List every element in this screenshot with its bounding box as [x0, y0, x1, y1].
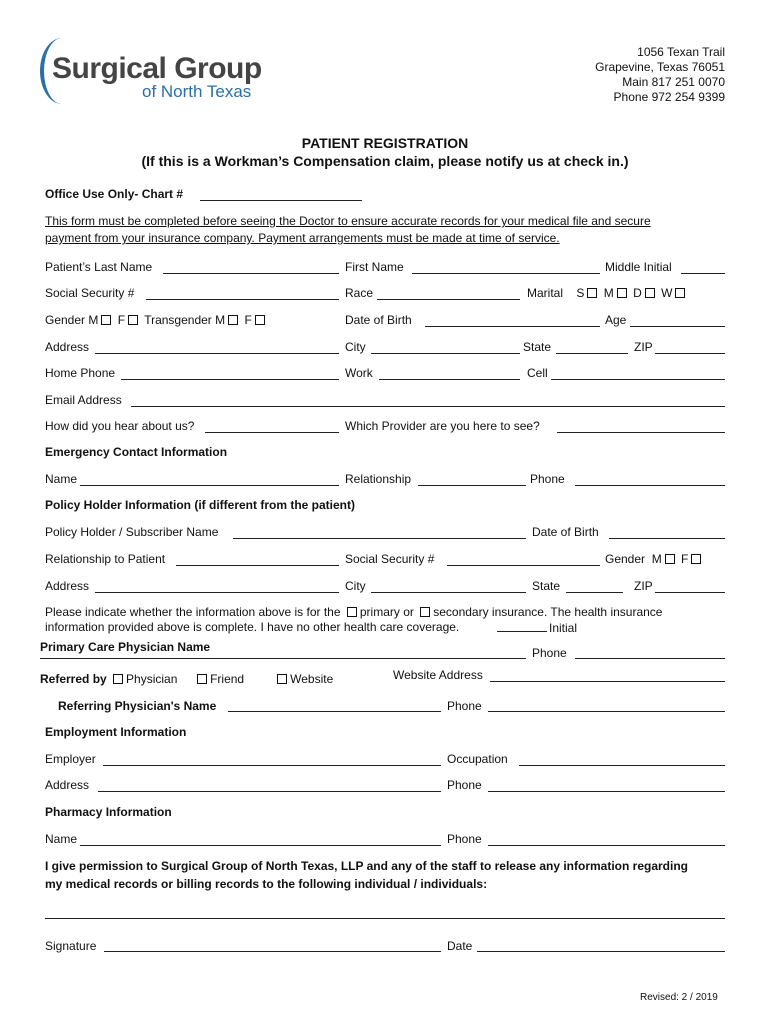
middle-initial-label: Middle Initial — [605, 260, 672, 274]
policy-gender-label: Gender — [605, 552, 646, 566]
home-phone-label: Home Phone — [45, 366, 116, 380]
emergency-name-field[interactable] — [80, 485, 339, 486]
referring-physician-field[interactable] — [228, 711, 441, 712]
policy-state-label: State — [532, 579, 561, 593]
logo-main-text: Surgical Group — [52, 52, 262, 85]
address-line: Grapevine, Texas 76051 — [595, 60, 725, 74]
race-field[interactable] — [377, 299, 520, 300]
occupation-label: Occupation — [447, 752, 508, 766]
referring-phone-label: Phone — [447, 699, 482, 713]
emergency-name-label: Name — [45, 472, 78, 486]
policy-ssn-field[interactable] — [447, 565, 600, 566]
pcp-phone-label: Phone — [532, 646, 567, 660]
gender-f-checkbox[interactable] — [128, 315, 138, 325]
marital-d-label: D — [633, 286, 642, 300]
policy-gender-f-label: F — [681, 552, 689, 566]
ssn-label: Social Security # — [45, 286, 135, 300]
policy-address-field[interactable] — [95, 592, 339, 593]
logo-sub-text: of North Texas — [142, 82, 252, 101]
indicate-line-2: information provided above is complete. I have no other health care coverage. — [45, 620, 460, 634]
website-checkbox[interactable] — [277, 674, 287, 684]
permission-line-2: my medical records or billing records to the following individual / individuals: — [45, 877, 488, 891]
pcp-label: Primary Care Physician Name — [40, 640, 211, 654]
policy-gender-f-checkbox[interactable] — [691, 554, 701, 564]
home-phone-field[interactable] — [121, 379, 339, 380]
policy-gender-row — [605, 552, 704, 566]
state-field[interactable] — [556, 353, 628, 354]
pharmacy-name-field[interactable] — [80, 845, 441, 846]
employer-label: Employer — [45, 752, 96, 766]
occupation-field[interactable] — [519, 765, 725, 766]
permission-line-1: I give permission to Surgical Group of North Texas, LLP and any of the staff to release any information regarding — [45, 859, 689, 873]
policy-address-label: Address — [45, 579, 90, 593]
age-label: Age — [605, 313, 627, 327]
policy-city-label: City — [345, 579, 366, 593]
gender-m-label: M — [88, 313, 99, 327]
age-field[interactable] — [630, 326, 725, 327]
zip-label: ZIP — [634, 340, 653, 354]
signature-label: Signature — [45, 939, 97, 953]
policy-holder-name-field[interactable] — [233, 538, 526, 539]
pcp-phone-field[interactable] — [575, 658, 725, 659]
referred-by-label: Referred by — [40, 672, 107, 686]
policy-relationship-label: Relationship to Patient — [45, 552, 166, 566]
dob-field[interactable] — [425, 326, 600, 327]
policy-gender-m-label: M — [651, 552, 662, 566]
primary-checkbox[interactable] — [347, 607, 357, 617]
pcp-field[interactable] — [40, 658, 526, 659]
referring-physician-label: Referring Physician's Name — [58, 699, 217, 713]
marital-m-checkbox[interactable] — [617, 288, 627, 298]
ssn-field[interactable] — [146, 299, 339, 300]
friend-label: Friend — [210, 672, 245, 686]
hear-label: How did you hear about us? — [45, 419, 195, 433]
email-field[interactable] — [131, 406, 725, 407]
referring-phone-field[interactable] — [488, 711, 725, 712]
address-line: Phone 972 254 9399 — [613, 90, 725, 104]
policy-relationship-field[interactable] — [176, 565, 339, 566]
policy-ssn-label: Social Security # — [345, 552, 435, 566]
indicate-text: Please indicate whether the information above is for the — [45, 605, 341, 619]
emergency-phone-label: Phone — [530, 472, 565, 486]
date-label: Date — [447, 939, 473, 953]
secondary-label: secondary insurance. The health insurance — [433, 605, 663, 619]
policy-gender-m-checkbox[interactable] — [665, 554, 675, 564]
marital-m-label: M — [603, 286, 614, 300]
primary-label: primary or — [359, 605, 414, 619]
address-line: 1056 Texan Trail — [637, 45, 725, 59]
hear-field[interactable] — [205, 432, 339, 433]
tg-m-checkbox[interactable] — [228, 315, 238, 325]
pharmacy-phone-field[interactable] — [488, 845, 725, 846]
employment-phone-label: Phone — [447, 778, 482, 792]
marital-w-label: W — [661, 286, 673, 300]
notice-line-2: payment from your insurance company. Payment arrangements must be made at time of service. — [45, 231, 560, 245]
race-label: Race — [345, 286, 374, 300]
middle-initial-field[interactable] — [681, 273, 725, 274]
date-field[interactable] — [477, 951, 725, 952]
page-title: PATIENT REGISTRATION — [301, 135, 469, 151]
address-field[interactable] — [95, 353, 339, 354]
physician-label: Physician — [126, 672, 178, 686]
employment-heading: Employment Information — [45, 725, 187, 739]
policy-zip-label: ZIP — [634, 579, 653, 593]
gender-label: Gender — [45, 313, 86, 327]
gender-f-label: F — [117, 313, 126, 327]
website-label: Website — [290, 672, 334, 686]
marital-s-checkbox[interactable] — [587, 288, 597, 298]
cell-phone-label: Cell — [527, 366, 548, 380]
initial-field[interactable] — [497, 631, 547, 632]
policy-holder-name-label: Policy Holder / Subscriber Name — [45, 525, 219, 539]
address-block — [595, 45, 725, 105]
revised-text: Revised: 2 / 2019 — [640, 992, 718, 1003]
cell-phone-field[interactable] — [551, 379, 725, 380]
city-field[interactable] — [371, 353, 520, 354]
transgender-label: Transgender — [144, 313, 212, 327]
physician-checkbox[interactable] — [113, 674, 123, 684]
referred-row — [40, 672, 333, 686]
policy-heading: Policy Holder Information (if different from the patient) — [45, 498, 356, 512]
marital-label — [527, 286, 688, 300]
secondary-checkbox[interactable] — [420, 607, 430, 617]
policy-city-field[interactable] — [371, 592, 526, 593]
zip-field[interactable] — [655, 353, 725, 354]
pharmacy-heading: Pharmacy Information — [45, 805, 172, 819]
email-label: Email Address — [45, 393, 122, 407]
work-phone-field[interactable] — [379, 379, 520, 380]
policy-dob-label: Date of Birth — [532, 525, 599, 539]
website-address-field[interactable] — [490, 681, 725, 682]
tg-f-checkbox[interactable] — [255, 315, 265, 325]
office-use-label: Office Use Only- Chart # — [45, 187, 184, 201]
release-individuals-field[interactable] — [45, 918, 725, 919]
emergency-relationship-label: Relationship — [345, 472, 412, 486]
pharmacy-name-label: Name — [45, 832, 78, 846]
tg-m-label: M — [215, 313, 226, 327]
emergency-heading: Emergency Contact Information — [45, 445, 228, 459]
employment-address-field[interactable] — [98, 791, 441, 792]
marital-text: Marital — [527, 286, 564, 300]
provider-label: Which Provider are you here to see? — [345, 419, 540, 433]
state-label: State — [523, 340, 552, 354]
pharmacy-phone-label: Phone — [447, 832, 482, 846]
indicate-line-1 — [45, 605, 662, 619]
employer-field[interactable] — [103, 765, 441, 766]
employment-phone-field[interactable] — [488, 791, 725, 792]
page-subtitle: (If this is a Workman’s Compensation claim, please notify us at check in.) — [141, 153, 629, 169]
provider-field[interactable] — [557, 432, 725, 433]
city-label: City — [345, 340, 366, 354]
signature-field[interactable] — [104, 951, 441, 952]
website-address-label: Website Address — [393, 668, 483, 682]
work-phone-label: Work — [345, 366, 373, 380]
friend-checkbox[interactable] — [197, 674, 207, 684]
marital-w-checkbox[interactable] — [675, 288, 685, 298]
address-line: Main 817 251 0070 — [622, 75, 725, 89]
first-name-field[interactable] — [412, 273, 600, 274]
first-name-label: First Name — [345, 260, 404, 274]
tg-f-label: F — [244, 313, 252, 327]
last-name-label: Patient’s Last Name — [45, 260, 153, 274]
emergency-relationship-field[interactable] — [418, 485, 526, 486]
policy-state-field[interactable] — [566, 592, 623, 593]
policy-zip-field[interactable] — [655, 592, 725, 593]
marital-s-label: S — [576, 286, 585, 300]
emergency-phone-field[interactable] — [575, 485, 725, 486]
gender-m-checkbox[interactable] — [101, 315, 111, 325]
chart-number-field[interactable] — [200, 200, 362, 201]
initial-label: Initial — [549, 621, 578, 635]
notice-line-1: This form must be completed before seeing the Doctor to ensure accurate records for your medical file and secure — [45, 214, 651, 228]
address-label: Address — [45, 340, 90, 354]
dob-label: Date of Birth — [345, 313, 412, 327]
gender-row — [45, 313, 268, 327]
last-name-field[interactable] — [163, 273, 339, 274]
marital-d-checkbox[interactable] — [645, 288, 655, 298]
policy-dob-field[interactable] — [609, 538, 725, 539]
employment-address-label: Address — [45, 778, 90, 792]
